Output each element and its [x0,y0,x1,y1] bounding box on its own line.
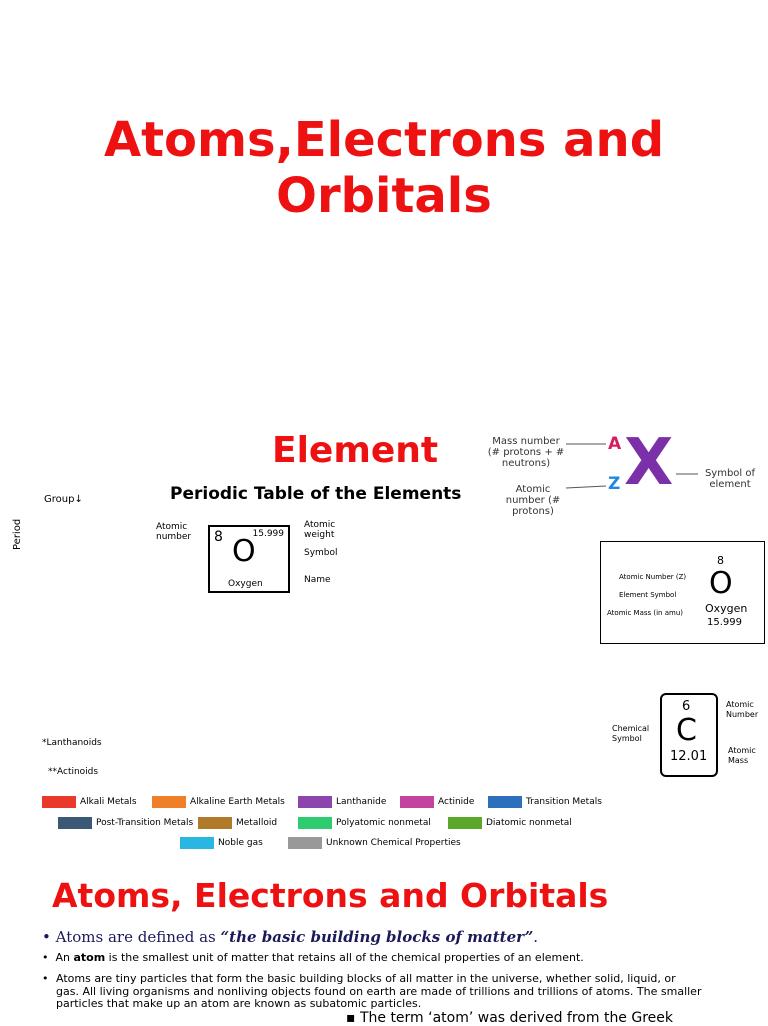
section-heading: Atoms, Electrons and Orbitals [52,876,609,915]
legend-item [180,837,263,849]
periodic-table [12,480,602,860]
legend-item [42,796,137,808]
legend-label: Alkaline Earth Metals [190,797,285,807]
legend-swatch [42,796,76,808]
atomic-number-label: Atomic number (# protons) [505,484,561,517]
legend-label: Polyatomic nonmetal [336,818,431,828]
key-label-atomic-weight: Atomic weight [304,520,336,540]
a-symbol: A [608,434,622,454]
lanthanoids-label: *Lanthanoids [42,738,102,748]
legend-swatch [198,817,232,829]
legend-label: Lanthanide [336,797,387,807]
period-label: Period [12,518,23,550]
legend-label: Alkali Metals [80,797,137,807]
key-label-symbol: Symbol [304,548,338,558]
bullet-marker: • [42,951,56,964]
bullet-1 [42,928,538,946]
bullet-2-b: is the smallest unit of matter that retains all of the chemical properties of an element. [105,951,584,964]
legend-swatch [288,837,322,849]
ox-symbol: O [709,566,733,601]
legend-item [400,796,474,808]
carbon-detail-box [660,693,718,777]
key-symbol: O [232,534,256,569]
bullet-4-text: The term ‘atom’ was derived from the Greek [359,1010,674,1026]
key-atomic-number: 8 [214,529,223,545]
mass-number-label: Mass number (# protons + # neutrons) [487,436,565,469]
element-key-box [208,525,290,593]
c-number: 6 [682,699,691,714]
legend-label: Noble gas [218,838,263,848]
key-name: Oxygen [228,579,263,589]
c-label-number: Atomic Number [726,700,759,719]
periodic-table-title: Periodic Table of the Elements [170,484,462,504]
x-symbol: X [624,426,674,500]
legend-swatch [488,796,522,808]
legend-swatch [298,817,332,829]
legend-item [152,796,285,808]
bullet-2 [42,951,742,964]
ox-number: 8 [717,554,724,567]
c-label-mass: Atomic Mass [728,746,756,765]
c-label-symbol: Chemical Symbol [612,724,650,743]
legend-swatch [180,837,214,849]
ox-atomic-mass-label: Atomic Mass (in amu) [607,609,683,617]
legend-swatch [298,796,332,808]
element-heading: Element [272,430,439,471]
key-label-name: Name [304,575,331,585]
bullet-2-a: An [55,951,74,964]
legend-item [298,796,386,808]
bullet-3-text: Atoms are tiny particles that form the basic building blocks of all matter in the universe, whether solid, liquid, or gas. All living organisms and nonliving objects found on earth are made of trillions and trillions of atoms. The smaller particles that make up an atom are known as subatomic particles. [56,972,702,1010]
ox-mass: 15.999 [707,617,742,628]
legend-item [448,817,572,829]
legend-item [58,817,193,829]
ox-atomic-number-label: Atomic Number (Z) [619,573,687,581]
legend-label: Metalloid [236,818,278,828]
c-mass: 12.01 [670,749,708,764]
symbol-of-element-label: Symbol of element [704,468,756,490]
legend-item [298,817,431,829]
z-symbol: Z [608,474,621,494]
bullet-2-bold: atom [73,951,106,964]
legend-label: Diatomic nonmetal [486,818,572,828]
legend-swatch [58,817,92,829]
actinoids-label: **Actinoids [48,767,99,777]
legend-label: Post-Transition Metals [96,818,194,828]
key-atomic-weight: 15.999 [252,529,284,539]
legend-item [488,796,602,808]
legend-label: Unknown Chemical Properties [326,838,461,848]
bullet-1-suffix: . [533,928,538,946]
bullet-marker: • [42,972,49,985]
legend-label: Actinide [438,797,475,807]
bullet-1-prefix: Atoms are defined as [55,928,221,946]
ox-name: Oxygen [705,602,748,615]
bullet-marker: ▪ [346,1010,360,1026]
legend-swatch [448,817,482,829]
legend-swatch [400,796,434,808]
bullet-marker: • [42,928,51,946]
key-label-atomic-number: Atomic number [156,522,192,542]
bullet-3 [42,973,702,1011]
legend-item [198,817,277,829]
legend-label: Transition Metals [526,797,602,807]
legend-swatch [152,796,186,808]
c-symbol: C [676,713,697,748]
oxygen-detail-box [600,541,765,644]
slide-title: Atoms,Electrons and Orbitals [103,112,665,224]
legend-item [288,837,461,849]
group-label: Group↓ [44,494,83,505]
bullet-1-emphasis: “the basic building blocks of matter” [220,928,534,946]
ox-element-symbol-label: Element Symbol [619,591,677,599]
